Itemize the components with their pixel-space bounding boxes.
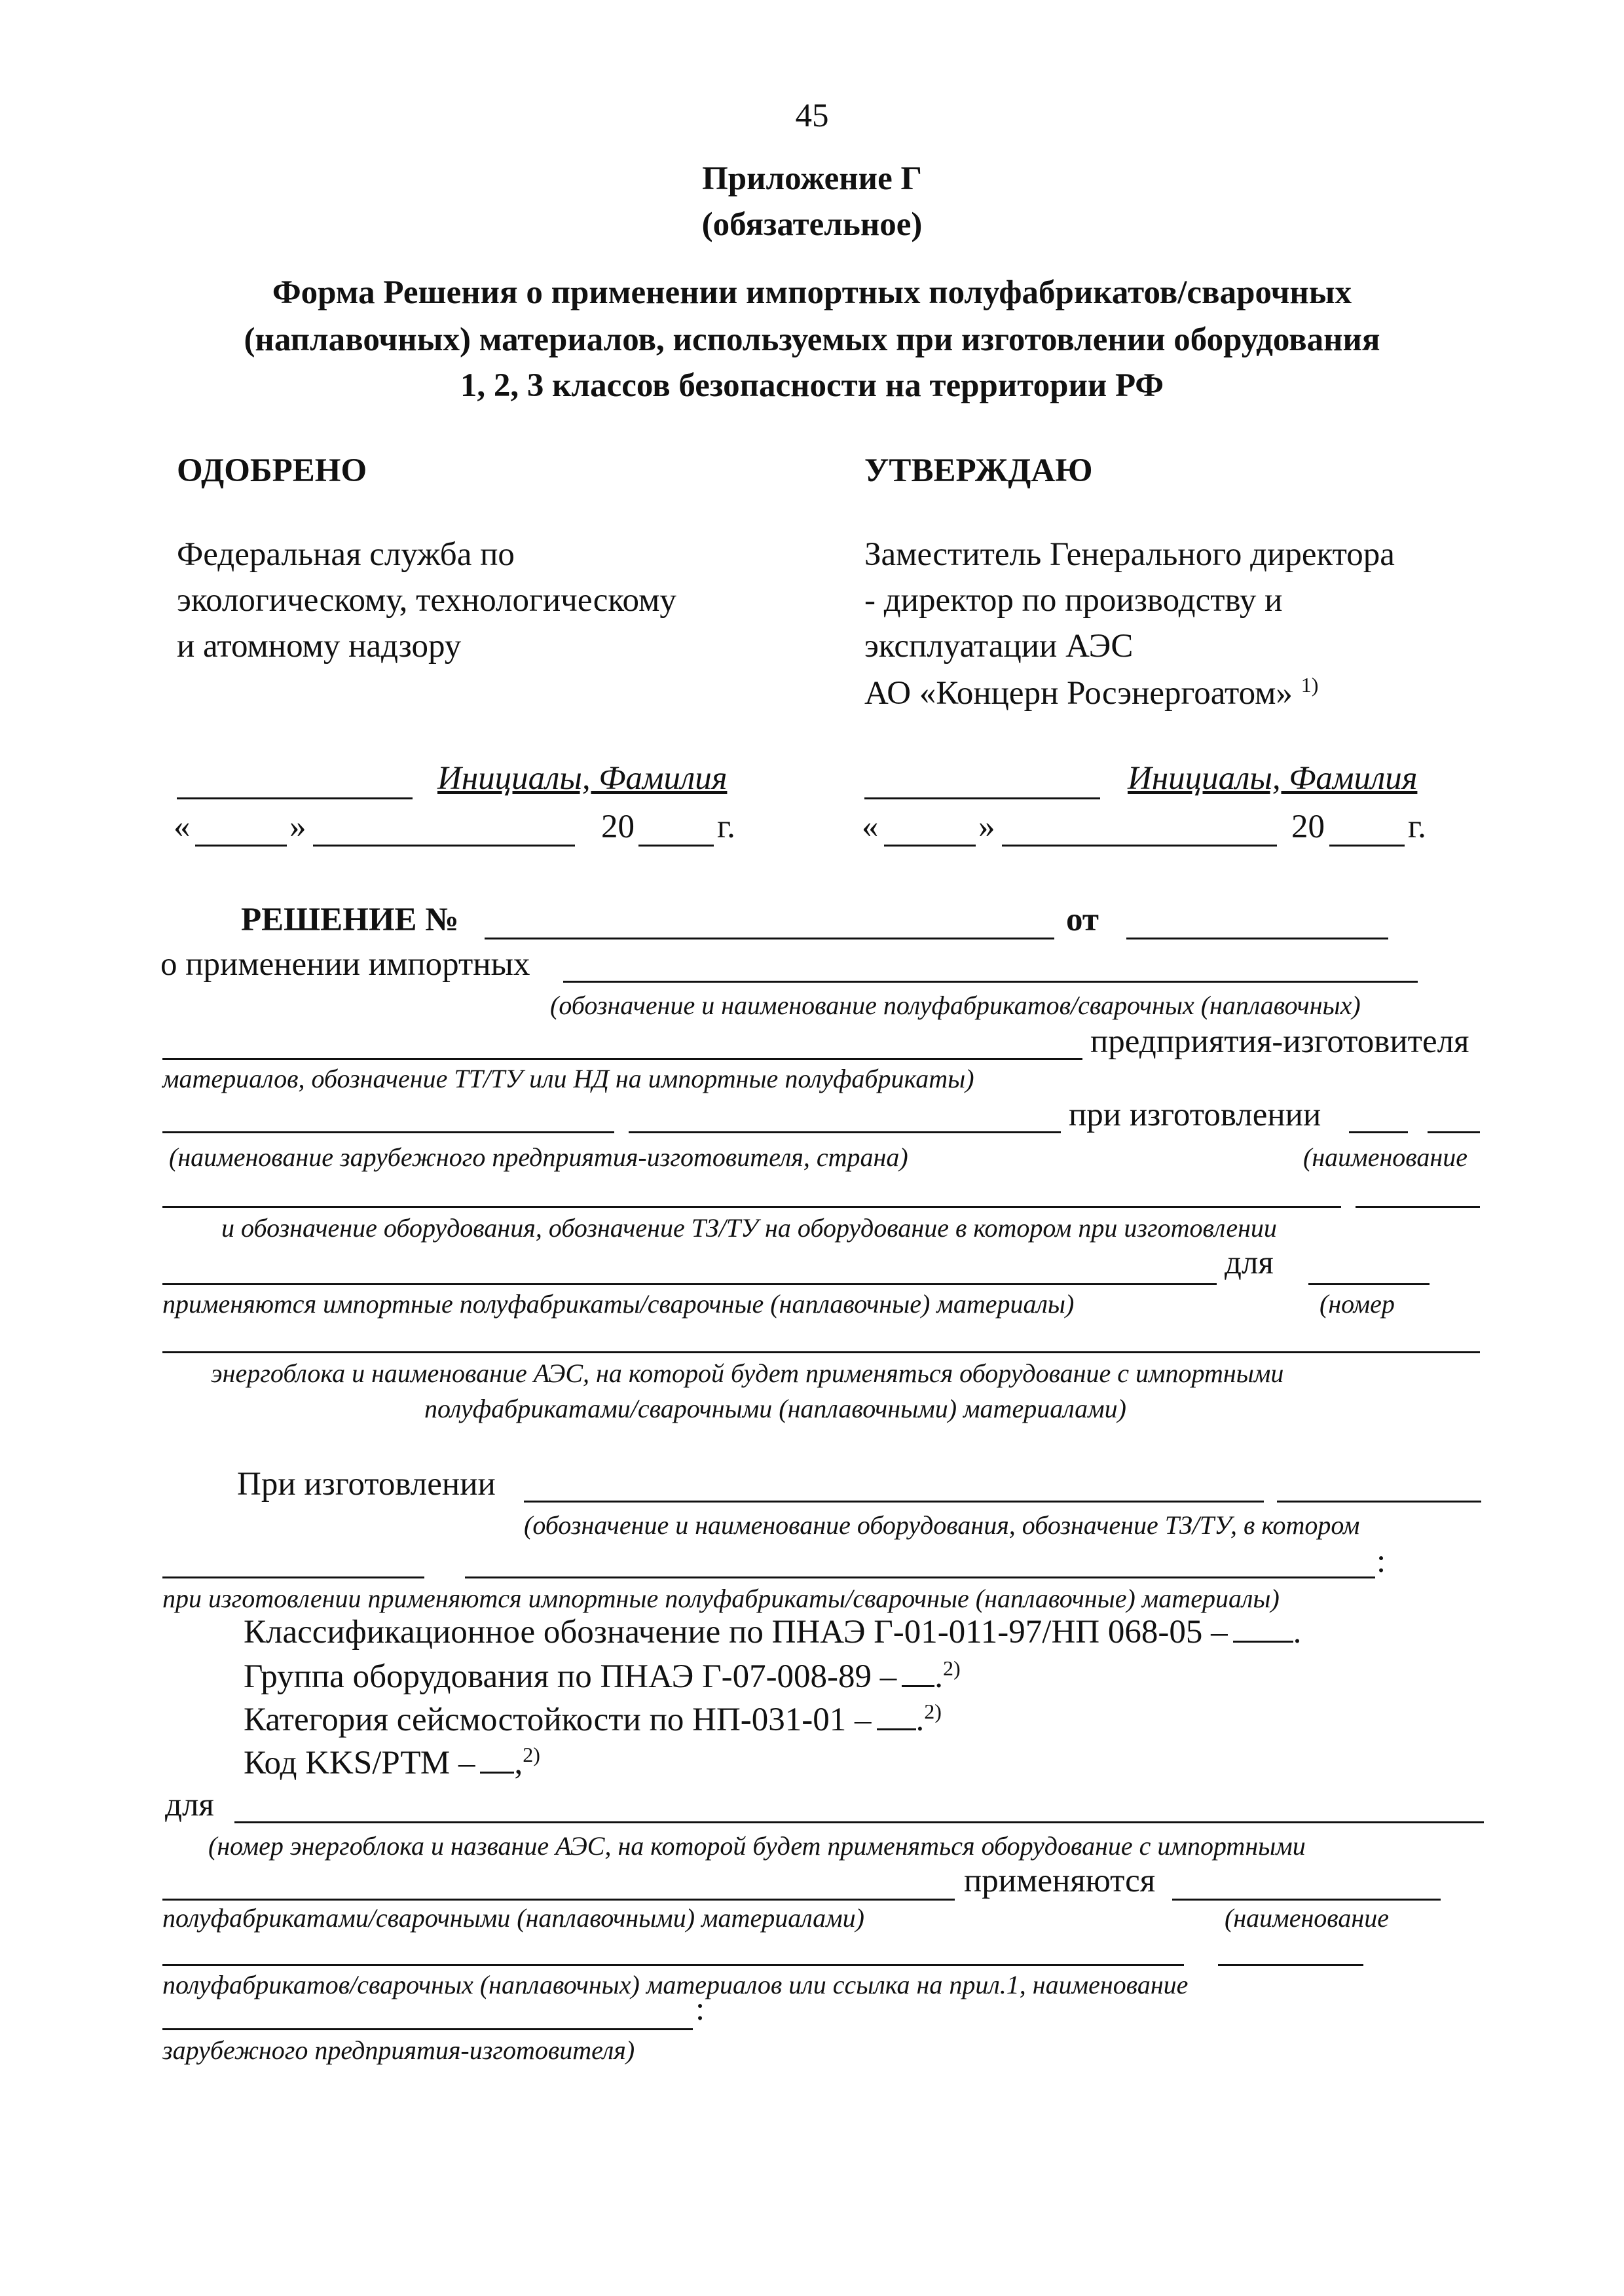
approved-date-close: »	[289, 809, 306, 845]
details-seismic-note: 2)	[924, 1700, 942, 1723]
approved-year-line	[638, 845, 714, 847]
decision-hint3b: (наименование	[1303, 1142, 1467, 1172]
decision-label: РЕШЕНИЕ №	[241, 902, 459, 938]
confirm-year-line	[1329, 845, 1405, 847]
details-hint10: (номер энергоблока и название АЭС, на которой будет применяться оборудование с импортными	[208, 1831, 1306, 1861]
decision-from: от	[1066, 902, 1099, 938]
approved-org-line1: Федеральная служба по	[177, 536, 515, 573]
decision-equipment-line-c	[1356, 1206, 1480, 1208]
confirm-signature-caption: Инициалы, Фамилия	[1128, 760, 1418, 797]
details-lead: При изготовлении	[237, 1466, 496, 1503]
approved-date-open: «	[174, 809, 191, 845]
decision-hint2: материалов, обозначение ТТ/ТУ или НД на импортные полуфабрикаты)	[162, 1064, 974, 1093]
details-hint12: полуфабрикатов/сварочных (наплавочных) материалов или ссылка на прил.1, наименование	[162, 1970, 1189, 1999]
decision-equipment-line-b	[1428, 1131, 1480, 1133]
details-seismic-label: Категория сейсмостойкости по НП-031-01 –	[244, 1702, 872, 1738]
approved-heading: ОДОБРЕНО	[177, 452, 367, 489]
details-seismic	[244, 1700, 942, 1739]
decision-company-line	[162, 1131, 614, 1133]
decision-hint3a: (наименование зарубежного предприятия-изготовителя, страна)	[169, 1142, 908, 1172]
decision-hint5b: (номер	[1320, 1289, 1395, 1319]
details-spec-line-a	[162, 1576, 424, 1578]
decision-manufacturer: предприятия-изготовителя	[1090, 1023, 1469, 1060]
details-hint11b: (наименование	[1225, 1903, 1389, 1933]
decision-for: для	[1225, 1245, 1274, 1281]
decision-date-line	[1126, 938, 1388, 939]
details-colon: :	[1376, 1543, 1386, 1580]
details-applied: применяются	[964, 1863, 1156, 1899]
details-hint11a: полуфабрикатами/сварочными (наплавочными) материалами)	[162, 1903, 864, 1933]
appendix-subtitle: (обязательное)	[701, 206, 923, 243]
details-classification	[244, 1613, 1301, 1651]
details-materials-line	[162, 1899, 955, 1901]
details-applied-line	[1172, 1899, 1441, 1901]
confirm-pos-line2: - директор по производству и	[864, 582, 1283, 619]
details-classification-blank	[1233, 1614, 1293, 1643]
appendix-title: Приложение Г	[702, 160, 922, 197]
details-seismic-end: .	[915, 1702, 925, 1738]
form-title-line1: Форма Решения о применении импортных полуфабрикатов/сварочных	[272, 274, 1352, 311]
details-equipment-line-b	[1277, 1501, 1481, 1503]
decision-hint6: энергоблока и наименование АЭС, на которой будет применяться оборудование с импортными	[211, 1358, 1284, 1388]
details-colon2: :	[695, 1991, 705, 2028]
decision-about-line	[563, 981, 1418, 983]
decision-about: о применении импортных	[160, 946, 530, 983]
confirm-month-line	[1002, 845, 1277, 847]
details-group-blank	[902, 1659, 934, 1687]
decision-hint5a: применяются импортные полуфабрикаты/сварочные (наплавочные) материалы)	[162, 1289, 1075, 1319]
form-title-line3: 1, 2, 3 классов безопасности на территории РФ	[460, 367, 1164, 404]
details-kks-blank	[480, 1745, 514, 1774]
details-hint8: (обозначение и наименование оборудования, обозначение ТЗ/ТУ, в котором	[524, 1510, 1360, 1540]
confirm-pos-line3: эксплуатации АЭС	[864, 628, 1134, 665]
decision-materials-line	[162, 1058, 1082, 1060]
details-materials-ref-line	[162, 1964, 1184, 1966]
details-group-note: 2)	[943, 1656, 961, 1680]
decision-during-manufacture: при изготовлении	[1069, 1097, 1321, 1133]
confirm-pos-line4	[864, 673, 1318, 712]
confirm-footnote-1: 1)	[1301, 673, 1319, 697]
details-hint9: при изготовлении применяются импортные полуфабрикаты/сварочные (наплавочные) материалы)	[162, 1584, 1280, 1613]
decision-unit-line	[1308, 1283, 1430, 1285]
approved-signature-caption: Инициалы, Фамилия	[437, 760, 728, 797]
confirm-pos-line1: Заместитель Генерального директора	[864, 536, 1395, 573]
page-number: 45	[795, 98, 829, 134]
approved-year-suffix: г.	[717, 809, 735, 845]
confirm-year-prefix: 20	[1291, 809, 1325, 845]
approved-org-line2: экологическому, технологическому	[177, 582, 676, 619]
decision-hint4: и обозначение оборудования, обозначение ТЗ/ТУ на оборудование в котором при изготовлении	[221, 1213, 1277, 1243]
details-group-label: Группа оборудования по ПНАЭ Г-07-008-89 –	[244, 1658, 897, 1695]
decision-hint7: полуфабрикатами/сварочными (наплавочными) материалами)	[424, 1394, 1126, 1423]
approved-day-line	[195, 845, 287, 847]
decision-number-line	[485, 938, 1054, 939]
confirm-day-line	[884, 845, 976, 847]
form-title-line2: (наплавочных) материалов, используемых при изготовлении оборудования	[244, 321, 1380, 358]
confirm-date-close: »	[978, 809, 995, 845]
details-npp-line	[234, 1821, 1484, 1823]
approved-org-line3: и атомному надзору	[177, 628, 462, 665]
confirm-date-open: «	[862, 809, 879, 845]
details-equipment-line	[524, 1501, 1264, 1503]
approved-month-line	[313, 845, 575, 847]
approved-signature-line	[177, 797, 413, 799]
decision-equipment-line	[162, 1206, 1341, 1208]
details-classification-label: Классификационное обозначение по ПНАЭ Г-01-011-97/НП 068-05 –	[244, 1614, 1228, 1650]
details-seismic-blank	[877, 1702, 916, 1730]
decision-materials-applied-line	[162, 1283, 1217, 1285]
details-for: для	[165, 1787, 214, 1823]
confirm-org-name: АО «Концерн Росэнергоатом»	[864, 675, 1293, 712]
details-group-end: .	[934, 1658, 944, 1695]
decision-equipment-line-a	[1349, 1131, 1408, 1133]
decision-npp-line	[162, 1351, 1480, 1353]
confirm-year-suffix: г.	[1408, 809, 1426, 845]
decision-hint1: (обозначение и наименование полуфабрикатов/сварочных (наплавочных)	[550, 991, 1361, 1020]
approved-year-prefix: 20	[601, 809, 635, 845]
details-kks	[244, 1743, 540, 1782]
confirm-signature-line	[864, 797, 1100, 799]
details-classification-end: .	[1293, 1614, 1302, 1650]
decision-country-line	[629, 1131, 1061, 1133]
confirm-heading: УТВЕРЖДАЮ	[864, 452, 1093, 489]
details-materials-ref-line-b	[1218, 1964, 1363, 1966]
details-hint13: зарубежного предприятия-изготовителя)	[162, 2035, 635, 2065]
details-kks-label: Код KKS/РТМ –	[244, 1745, 475, 1781]
details-kks-end: ,	[514, 1745, 523, 1781]
details-foreign-line	[162, 2028, 693, 2030]
details-spec-line-b	[465, 1576, 1375, 1578]
details-group	[244, 1656, 961, 1696]
details-kks-note: 2)	[523, 1743, 540, 1766]
